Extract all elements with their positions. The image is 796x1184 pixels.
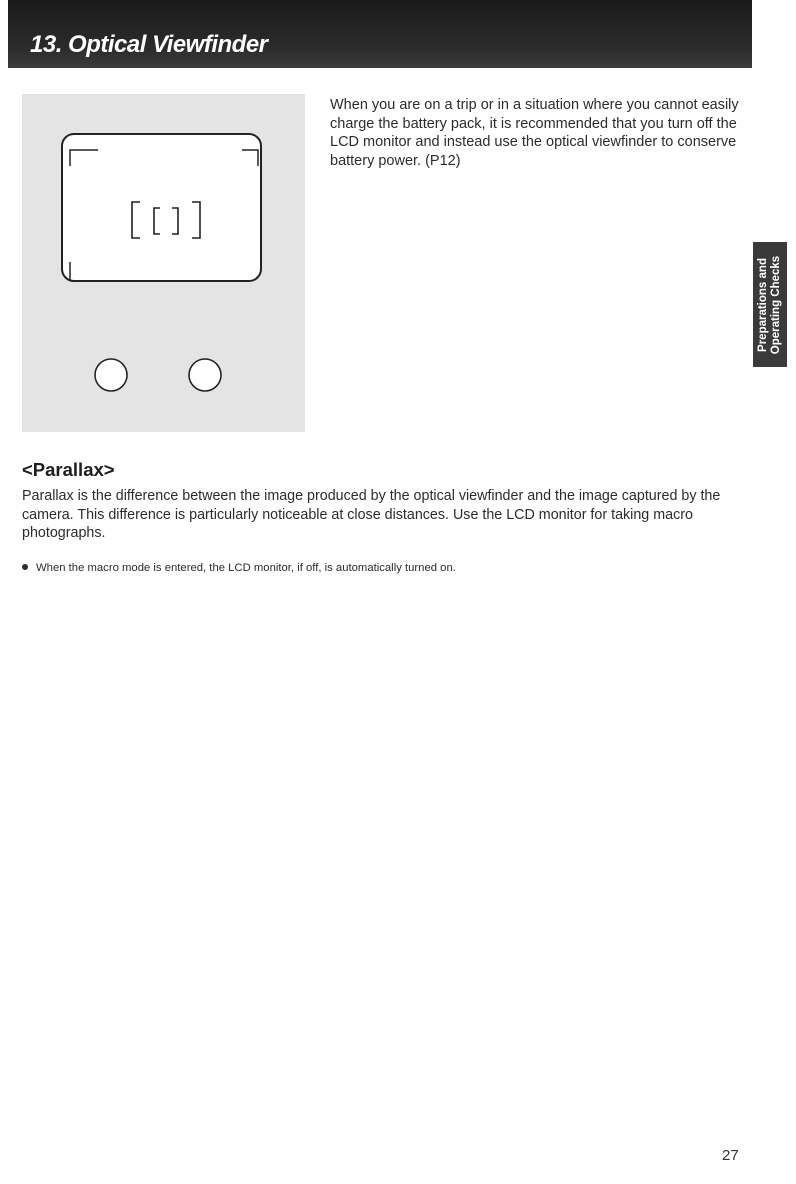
- indicator-lamp-right: [189, 359, 221, 391]
- macro-note: [22, 561, 742, 575]
- parallax-paragraph: Parallax is the difference between the image produced by the optical viewfinder and the image captured by the camera. This difference is particularly noticeable at close distances. Use the LCD monitor for taking macro photographs.: [22, 488, 721, 541]
- viewfinder-diagram: [22, 94, 305, 432]
- chapter-title: 13. Optical Viewfinder: [30, 31, 268, 58]
- parallax-heading: <Parallax>: [22, 459, 115, 480]
- side-tab-line1: Preparations and: [757, 257, 769, 352]
- page-number: 27: [722, 1147, 739, 1164]
- bullet-icon: [22, 564, 28, 570]
- viewfinder-frame: [62, 134, 261, 281]
- indicator-lamp-left: [95, 359, 127, 391]
- section-side-tab: [753, 242, 787, 367]
- side-tab-line2: Operating Checks: [770, 255, 782, 354]
- chapter-title-bar: [8, 0, 752, 68]
- intro-paragraph: When you are on a trip or in a situation where you cannot easily charge the battery pack, it is recommended that you turn off the LCD monitor and instead use the optical viewfinder to conserve battery power. (P12): [330, 97, 739, 169]
- macro-note-text: When the macro mode is entered, the LCD monitor, if off, is automatically turned on.: [36, 562, 456, 574]
- side-tab-label: [757, 255, 783, 353]
- viewfinder-illustration: [22, 94, 305, 432]
